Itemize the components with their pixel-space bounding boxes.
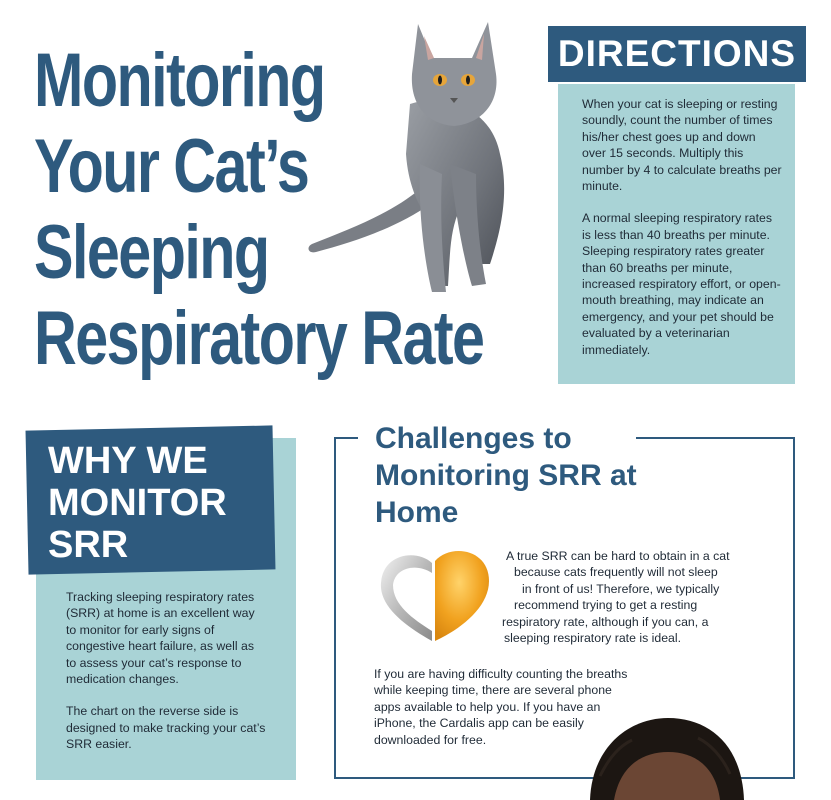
- directions-heading: DIRECTIONS: [557, 33, 797, 74]
- text-line: in front of us! Therefore, we typically: [522, 581, 720, 596]
- challenges-heading-line: Challenges to: [375, 422, 572, 455]
- text-line: downloaded for free.: [374, 732, 487, 747]
- directions-paragraph: A normal sleeping respiratory rates is less than 40 breaths per minute. Sleeping respiratory rates greater than 60 breaths per minute, increased respiratory effort, or open-mouth breathing, may indicate an emergency, and your pet should be evaluated by a veterinarian immediately.: [582, 211, 781, 357]
- title-line: Monitoring: [34, 38, 325, 123]
- why-heading-line: SRR: [48, 524, 129, 566]
- half-heart-logo-icon: [377, 545, 493, 645]
- challenges-paragraph-1: [500, 548, 740, 646]
- title-line: Respiratory Rate: [34, 296, 484, 381]
- title-line: Your Cat’s: [34, 124, 309, 209]
- cat-photo: [300, 14, 540, 304]
- directions-text: [582, 96, 782, 374]
- why-paragraph: The chart on the reverse side is designed to make tracking your cat’s SRR easier.: [66, 704, 266, 752]
- why-paragraph: Tracking sleeping respiratory rates (SRR) at home is an excellent way to monitor for early signs of congestive heart failure, as well as to assess your cat’s response to medication changes.: [66, 590, 255, 687]
- text-line: sleeping respiratory rate is ideal.: [504, 631, 682, 646]
- person-photo: [580, 716, 750, 800]
- text-line: If you are having difficulty counting the breaths: [374, 667, 628, 681]
- directions-heading-banner: [548, 26, 806, 82]
- text-line: iPhone, the Cardalis app can be easily: [374, 716, 584, 731]
- title-line: Sleeping: [34, 210, 269, 295]
- directions-paragraph: When your cat is sleeping or resting soundly, count the number of times his/her chest goes up and down over 15 seconds. Multiply this number by 4 to calculate breaths per minute.: [582, 97, 782, 194]
- text-line: while keeping time, there are several phone: [374, 683, 612, 698]
- challenges-heading: [375, 420, 795, 531]
- challenges-heading-line: Monitoring SRR at: [375, 459, 637, 492]
- why-text: [66, 589, 266, 769]
- text-line: apps available to help you. If you have an: [374, 699, 601, 714]
- why-heading-line: MONITOR: [48, 482, 227, 524]
- text-line: respiratory rate, although if you can, a: [502, 614, 709, 629]
- text-line: A true SRR can be hard to obtain in a cat: [506, 549, 730, 563]
- why-heading-line: WHY WE: [48, 440, 208, 482]
- why-heading: [48, 440, 288, 566]
- challenges-heading-line: Home: [375, 496, 459, 529]
- text-line: because cats frequently will not sleep: [514, 565, 718, 580]
- text-line: recommend trying to get a resting: [514, 598, 698, 613]
